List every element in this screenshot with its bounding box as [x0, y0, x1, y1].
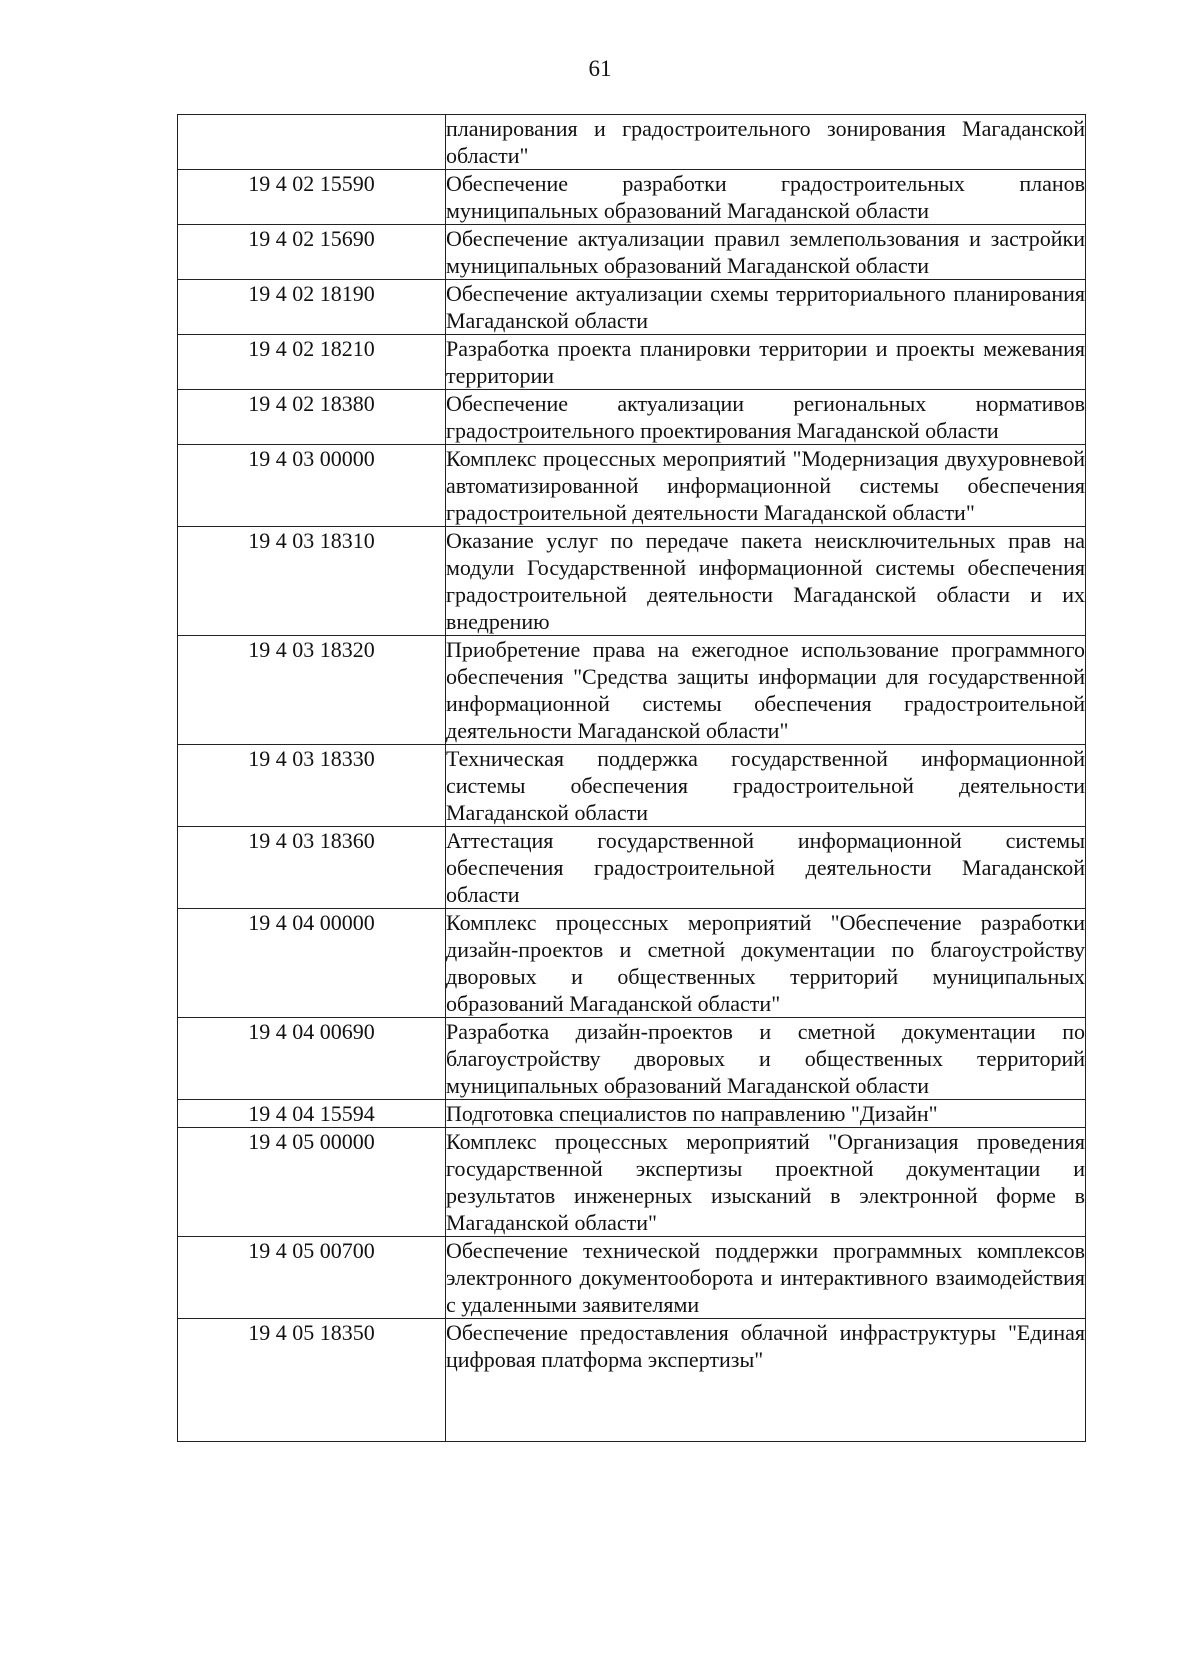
table-row — [178, 745, 1086, 827]
page-number: 61 — [588, 56, 612, 81]
table-row — [178, 527, 1086, 636]
description-cell: Оказание услуг по передаче пакета неисключительных прав на модули Государственной информационной системы обеспечения градостроительной деятельности Магаданской области и их внедрению — [446, 528, 1085, 634]
table-row — [178, 1128, 1086, 1237]
code-cell: 19 4 02 15690 — [178, 225, 446, 280]
code-cell: 19 4 04 00690 — [178, 1018, 446, 1100]
description-cell: Техническая поддержка государственной информационной системы обеспечения градостроительной деятельности Магаданской области — [446, 746, 1085, 825]
description-cell: Комплекс процессных мероприятий "Организация проведения государственной экспертизы проектной документации и результатов инженерных изысканий в электронной форме в Магаданской области" — [446, 1129, 1085, 1235]
description-cell: Разработка проекта планировки территории и проекты межевания территории — [446, 336, 1085, 388]
code-cell: 19 4 03 18360 — [178, 827, 446, 909]
code-cell: 19 4 03 18310 — [178, 527, 446, 636]
code-cell: 19 4 03 00000 — [178, 445, 446, 527]
code-cell: 19 4 05 00000 — [178, 1128, 446, 1237]
code-cell: 19 4 03 18330 — [178, 745, 446, 827]
table-row — [178, 909, 1086, 1018]
table-row — [178, 280, 1086, 335]
table-row — [178, 1100, 1086, 1128]
description-cell: Подготовка специалистов по направлению "Дизайн" — [446, 1100, 1086, 1128]
code-cell: 19 4 02 15590 — [178, 170, 446, 225]
description-cell: Приобретение права на ежегодное использование программного обеспечения "Средства защиты информации для государственной информационной системы обеспечения градостроительной деятельности Магаданской области" — [446, 637, 1085, 743]
table-row — [178, 445, 1086, 527]
table-row — [178, 1319, 1086, 1442]
code-cell: 19 4 02 18380 — [178, 390, 446, 445]
code-cell: 19 4 02 18210 — [178, 335, 446, 390]
code-cell — [178, 115, 446, 170]
code-cell: 19 4 04 15594 — [178, 1100, 446, 1128]
code-cell: 19 4 02 18190 — [178, 280, 446, 335]
code-cell: 19 4 05 18350 — [178, 1319, 446, 1442]
table-row — [178, 170, 1086, 225]
description-cell: Обеспечение актуализации правил землепользования и застройки муниципальных образований Магаданской области — [446, 226, 1085, 278]
table-row — [178, 1018, 1086, 1100]
description-cell: Обеспечение актуализации схемы территориального планирования Магаданской области — [446, 281, 1085, 333]
table-row — [178, 827, 1086, 909]
table-row — [178, 1237, 1086, 1319]
table-row — [178, 335, 1086, 390]
code-cell: 19 4 04 00000 — [178, 909, 446, 1018]
code-cell: 19 4 03 18320 — [178, 636, 446, 745]
table-row — [178, 390, 1086, 445]
description-cell: Аттестация государственной информационной системы обеспечения градостроительной деятельности Магаданской области — [446, 828, 1085, 907]
description-cell: Комплекс процессных мероприятий "Обеспечение разработки дизайн-проектов и сметной документации по благоустройству дворовых и общественных территорий муниципальных образований Магаданской области" — [446, 910, 1085, 1016]
table-row — [178, 225, 1086, 280]
description-cell: планирования и градостроительного зонирования Магаданской области" — [446, 116, 1085, 168]
description-cell: Разработка дизайн-проектов и сметной документации по благоустройству дворовых и общественных территорий муниципальных образований Магаданской области — [446, 1019, 1085, 1098]
table-row — [178, 636, 1086, 745]
code-cell: 19 4 05 00700 — [178, 1237, 446, 1319]
description-cell: Обеспечение предоставления облачной инфраструктуры "Единая цифровая платформа экспертизы" — [446, 1319, 1086, 1442]
description-cell: Обеспечение актуализации региональных нормативов градостроительного проектирования Магаданской области — [446, 391, 1085, 443]
description-cell: Обеспечение технической поддержки программных комплексов электронного документооборота и интерактивного взаимодействия с удаленными заявителями — [446, 1238, 1085, 1317]
table-row — [178, 115, 1086, 170]
description-cell: Обеспечение разработки градостроительных планов муниципальных образований Магаданской области — [446, 171, 1085, 223]
budget-code-table — [177, 114, 1086, 1442]
description-cell: Комплекс процессных мероприятий "Модернизация двухуровневой автоматизированной информационной системы обеспечения градостроительной деятельности Магаданской области" — [446, 446, 1085, 525]
